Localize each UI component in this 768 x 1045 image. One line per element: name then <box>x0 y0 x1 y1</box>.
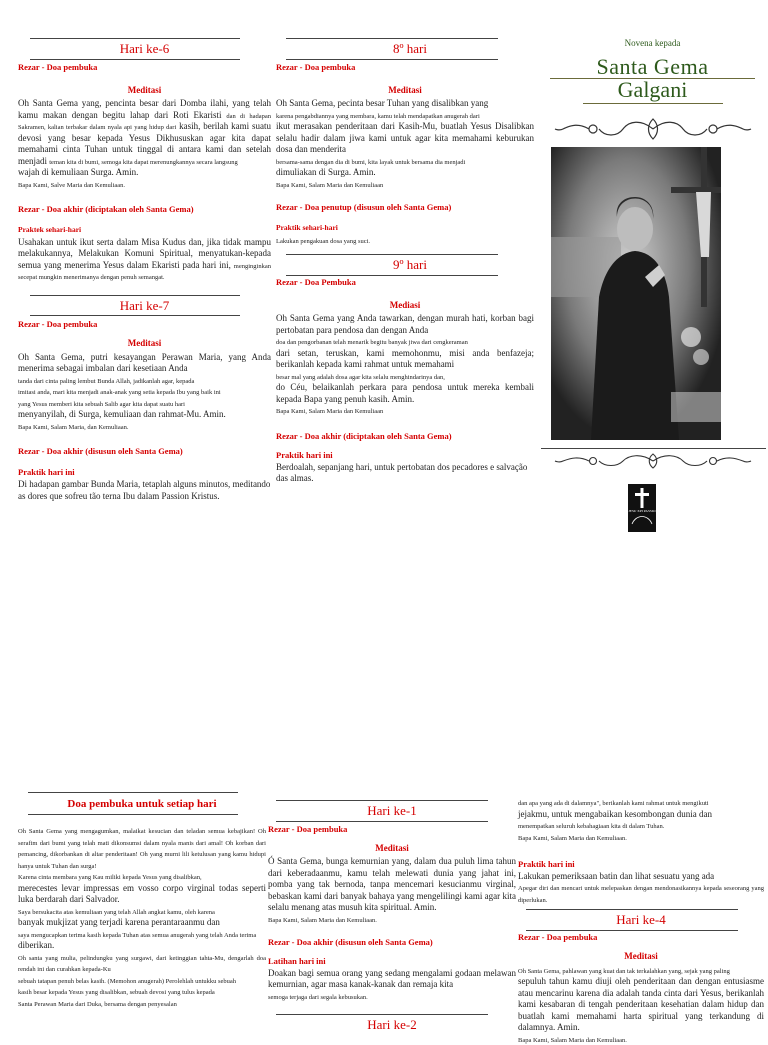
divider <box>526 930 738 931</box>
day-8-text: Oh Santa Gema, pecinta besar Tuhan yang disalibkan yang karena pengabdiannya yang membara, kamu telah mendapatkan anugerah dari ikut merasakan penderitaan dari Kasih-Mu, buatlah Yesus Disalibkan selalu hadir dalam jiwa kami untuk agar kita memahami keburukan dosa dan menderita bersama-sama dengan dia di bumi, kita layak untuk bersama dia menjadi dimuliakan di Surga. Amin. Bapa Kami, Salam Maria dan Kemuliaan <box>276 98 534 190</box>
day-9-practice-text: Berdoalah, sepanjang hari, untuk pertobatan dos pecadores e salvação das almas. <box>276 462 534 485</box>
day-3-practice-text: Lakukan pemeriksaan batin dan lihat sesuatu yang ada Apegar diri dan mencari untuk melepaskan dengan mendonasikannya kepada seseorang yang diperlukan. <box>518 871 764 906</box>
day-1-exercise-label: Latihan hari ini <box>268 956 516 967</box>
cross-icon <box>628 484 656 532</box>
day-6-meditation-label: Meditasi <box>18 85 271 97</box>
divider <box>30 315 240 316</box>
day-7-closing: Rezar - Doa akhir (disusun oleh Santa Gema) <box>18 446 271 457</box>
day-6-closing: Rezar - Doa akhir (diciptakan oleh Santa Gema) <box>18 204 271 215</box>
day-6-practice-label: Praktek sehari-hari <box>18 225 271 235</box>
day-9-opening: Rezar - Doa Pembuka <box>276 277 534 288</box>
day-8-heading: 8º hari <box>276 39 534 59</box>
day-6-heading: Hari ke-6 <box>18 39 271 59</box>
day-1-exercise-text: Doakan bagi semua orang yang sedang mengalami godaan melawan kemurnian, agar masa kanak-kanak dan remaja kita semoga terjaga dari segala kebusukan. <box>268 968 516 1003</box>
bottom-column-2 <box>268 800 516 1035</box>
saint-portrait-image <box>551 147 721 440</box>
day-7-meditation-label: Meditasi <box>18 338 271 350</box>
day-4-meditation-label: Meditasi <box>518 951 764 963</box>
day-9-closing: Rezar - Doa akhir (diciptakan oleh Santa Gema) <box>276 431 534 442</box>
day-8-practice-text: Lakukan pengakuan dosa yang suci. <box>276 235 534 247</box>
day-9-text: Oh Santa Gema yang Anda tawarkan, dengan murah hati, korban bagi pertobatan para pendosa dan dengan Anda doa dan pengorbanan telah menarik begitu banyak jiwa dari cengkeraman dari setan, teruskan, kami memohonmu, misi anda benfazeja; berikanlah kepada kami rahmat untuk memahami besar mal yang adalah dosa agar kita selalu menghindarinya dan, do Céu, belaikanlah perkara para pendosa untuk mereka kembali kepada Bapa yang penuh kasih. Amin. Bapa Kami, Salam Maria dan Kemuliaan <box>276 313 534 417</box>
day-7-heading: Hari ke-7 <box>18 296 271 316</box>
day-9-practice-label: Praktik hari ini <box>276 450 534 461</box>
cover-title-line-2: Galgani <box>545 77 760 103</box>
bottom-column-3 <box>518 797 764 1045</box>
day-2-heading: Hari ke-2 <box>268 1015 516 1035</box>
day-6-opening: Rezar - Doa pembuka <box>18 62 271 73</box>
day-9-meditation-label: Mediasi <box>276 300 534 312</box>
daily-opening-prayer-text: Oh Santa Gema yang mengagumkan, malaikat kesucian dan teladan semua kebajikan! Oh serafim dari bumi yang telah mati dikonsumsi dalam nyala manis dari amal! Oh korban dari pemancing, dikorbankan di altar penderitaan! Oh yang murni lili ketulusan yang kamu hidupi hanya untuk Tuhan dan surga! Karena cinta membara yang Kau miliki kepada Yesus yang disalibkan, merecestes levar impressas em vosso corpo virginal todas seperti luka berdarah dari Salvador. Saya bersukacita atas kemuliaan yang telah Allah angkat kamu, oleh karena banyak mukjizat yang terjadi karena perantaraanmu dan saya mengucapkan terima kasih kepada Tuhan atas semua anugerah yang telah Anda terima diberikan. Oh santa yang mulia, pelindungku yang surgawi, dari ketinggian tahta-Mu, dengarlah doa rendah ini dan curahkan kepada-Ku sebuah tatapan penuh belas kasih. (Memohon anugerah) Perolehlah untukku sebuah kasih besar kepada Yesus yang disalibkan, sebuah devosi yang tulus kepada Santa Perawan Maria dari Duka, bersama dengan penyesalan <box>18 825 266 1009</box>
daily-opening-prayer-heading: Doa pembuka untuk setiap hari <box>18 793 266 814</box>
column-1 <box>18 38 271 502</box>
badge-text: JESU XPI PASSIO <box>628 509 656 513</box>
divider <box>276 821 488 822</box>
day-7-practice-text: Di hadapan gambar Bunda Maria, tetaplah alguns minutos, meditando as dores que sofreu tão terna Ibu dalam Passion Kristus. <box>18 479 271 502</box>
day-7-practice-label: Praktik hari ini <box>18 467 271 478</box>
column-2 <box>276 38 534 485</box>
day-8-closing: Rezar - Doa penutup (disusun oleh Santa Gema) <box>276 202 534 213</box>
cover-title-block <box>545 38 760 104</box>
ornament-top-icon <box>553 115 753 143</box>
novena-label: Novena kepada <box>545 38 760 48</box>
bottom-column-1 <box>18 792 266 1009</box>
day-1-heading: Hari ke-1 <box>268 801 516 821</box>
cover-divider <box>541 448 766 449</box>
day-1-meditation-label: Meditasi <box>268 843 516 855</box>
divider <box>30 59 240 60</box>
divider <box>286 59 498 60</box>
day-7-text: Oh Santa Gema, putri kesayangan Perawan Maria, yang Anda menerima sebagai imbalan dari kesetiaan Anda tanda dari cinta paling lembut Bunda Allah, jadikanlah agar, kepada imitasi anda, mari kita menjadi anak-anak yang setia kepada Ibu yang baik ini yang Yesus memberi kita sebuah Salib agar kita dapat suatu hari menyanyilah, di Surga, kemuliaan dan rahmat-Mu. Amin. Bapa Kami, Salam Maria, dan Kemuliaan. <box>18 352 271 433</box>
day-4-opening: Rezar - Doa pembuka <box>518 932 764 943</box>
day-4-text: Oh Santa Gema, pahlawan yang kuat dan tak terkalahkan yang, sejak yang paling sepuluh tahun kamu diuji oleh penderitaan dan dengan entusiasme atau mencarinu karena dia adalah tanda cinta dari Yesus, berikanlah kami kesabaran di tengah penderitaan kesehatian dalam hidup dan buatlah kami memahami harta spiritual yang terkandung di dalamnya. Amin. Bapa Kami, Salam Maria dan Kemuliaan. <box>518 965 764 1045</box>
day-6-practice-text: Usahakan untuk ikut serta dalam Misa Kudus dan, jika tidak mampu melakukannya, Melakukan Komuni Spiritual, menyatukan-kepada semua yang menerima Yesus dalam Ekaristi pada hari ini, menginginkan secepat mungkin menerimanya dengan penuh semangat. <box>18 237 271 283</box>
day-6-text: Oh Santa Gema yang, pencinta besar dari Domba ilahi, yang telah kamu makan dengan begitu lahap dari Roti Ekaristi dan di hadapan Sakramen, kalian terbakar dalam nyala api yang hidup dari kasih, berilah kami suatu devosi yang besar kepada Yesus Dikhususkan agar kita dapat memahami cinta Tuhan untuk tinggal di antara kami dan setelah menjadi teman kita di bumi, semoga kita dapat merenungkannya secara langsung wajah di kemuliaan Surga. Amin. Bapa Kami, Salve Maria dan Kemuliaan. <box>18 98 271 190</box>
cover-title-line-1: Santa Gema <box>545 54 760 80</box>
day-8-meditation-label: Meditasi <box>276 85 534 97</box>
day-8-practice-label: Praktik sehari-hari <box>276 223 534 233</box>
day-4-heading: Hari ke-4 <box>518 910 764 930</box>
passionist-badge <box>628 484 656 532</box>
day-1-text: Ó Santa Gema, bunga kemurnian yang, dalam dua puluh lima tahun dari keberadaanmu, kamu telah melewati dunia yang jahat ini, pomba yang tak bernoda, tanpa mencemari kesucianmu virginal, bebaskan kami dari banyak bahaya yang mengelilingi kami agar kita selalu menang atas musuh kita spiritual. Amin. Bapa Kami, Salam Maria dan Kemuliaan. <box>268 856 516 925</box>
ornament-bottom-icon <box>553 450 753 472</box>
day-3-continued-text: dan apa yang ada di dalamnya", berikanlah kami rahmat untuk mengikuti jejakmu, untuk mengabaikan kesombongan dunia dan menempatkan seluruh kebahagiaan kita di dalam Tuhan. Bapa Kami, Salam Maria dan Kemuliaan. <box>518 797 764 843</box>
day-8-opening: Rezar - Doa pembuka <box>276 62 534 73</box>
day-9-heading: 9º hari <box>276 255 534 275</box>
day-1-opening: Rezar - Doa pembuka <box>268 824 516 835</box>
title-divider <box>583 103 723 104</box>
day-1-closing: Rezar - Doa akhir (disusun oleh Santa Gema) <box>268 937 516 948</box>
divider <box>286 275 498 276</box>
day-3-practice-label: Praktik hari ini <box>518 859 764 870</box>
day-7-opening: Rezar - Doa pembuka <box>18 319 271 330</box>
